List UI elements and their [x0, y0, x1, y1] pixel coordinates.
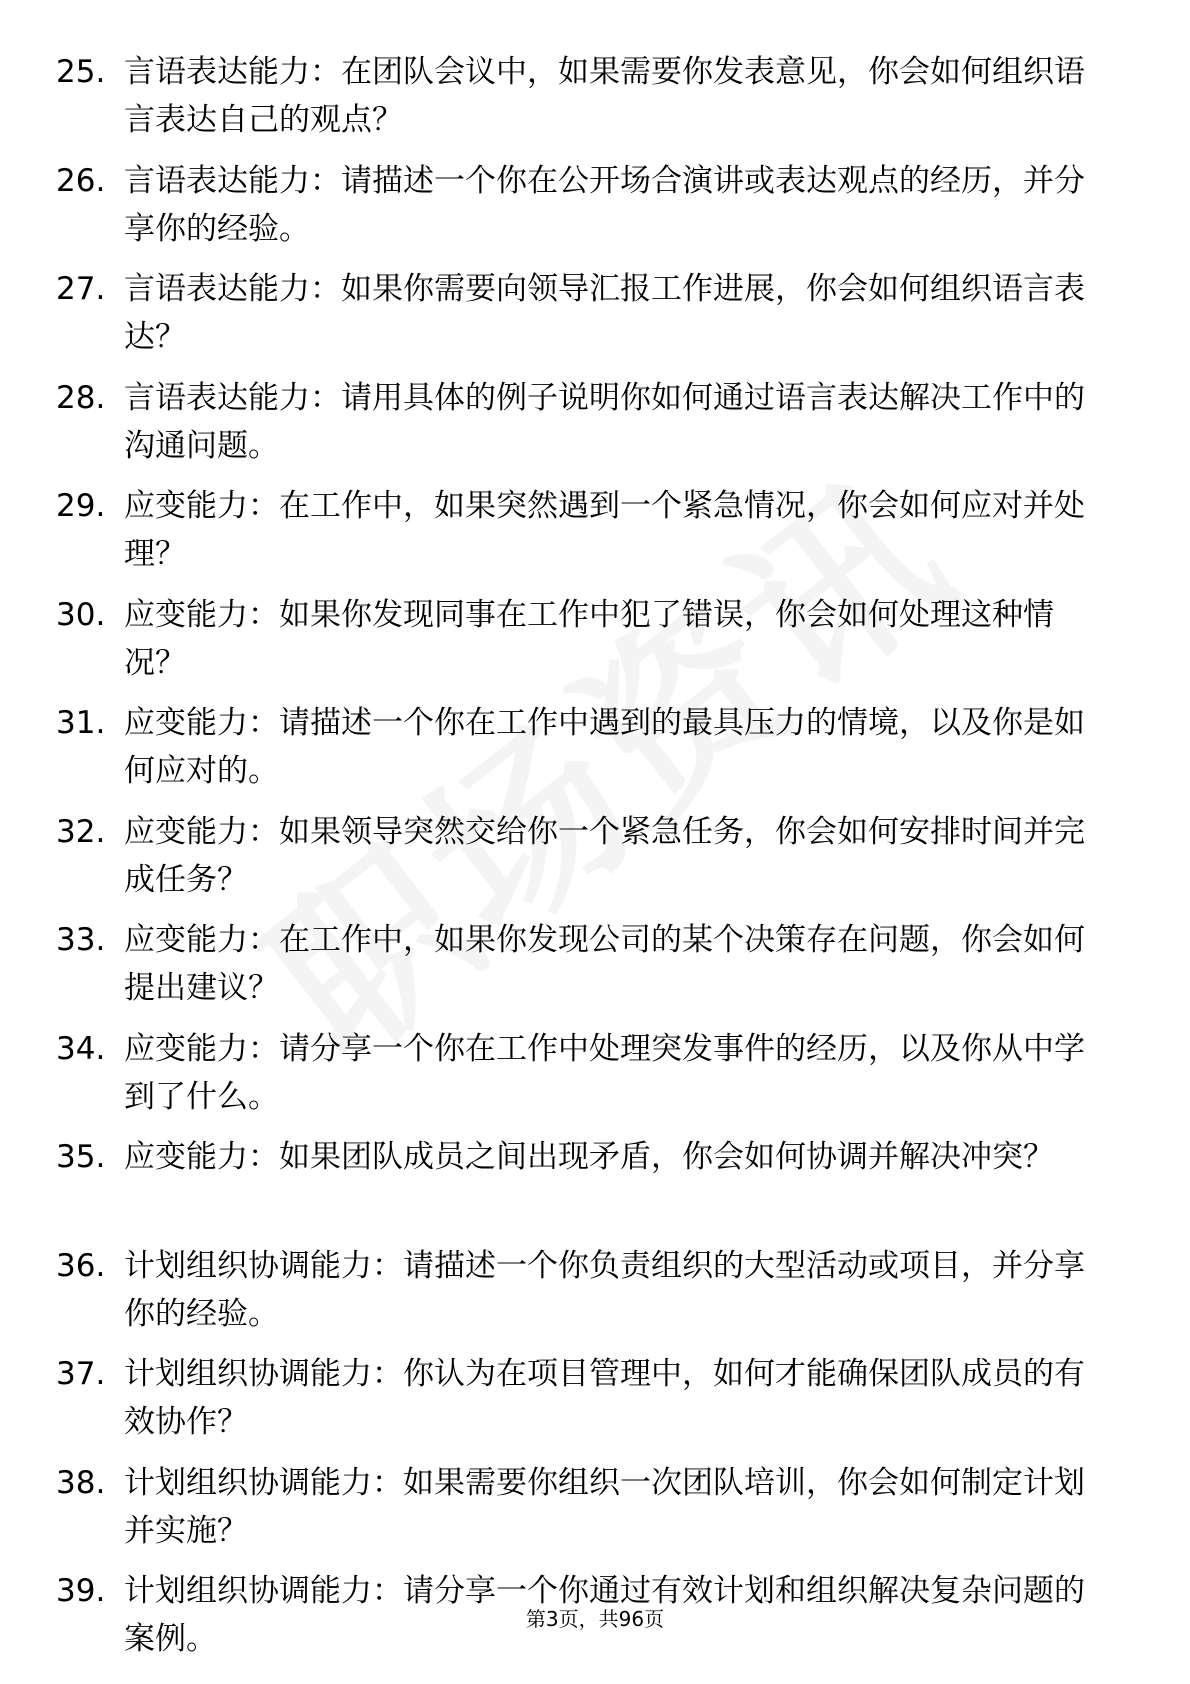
- question-text: 计划组织协调能力：如果需要你组织一次团队培训，你会如何制定计划并实施？: [124, 1464, 1085, 1549]
- question-item: [0, 808, 1190, 917]
- question-number: 25.: [56, 54, 106, 90]
- question-text: 言语表达能力：如果你需要向领导汇报工作进展，你会如何组织语言表达？: [124, 271, 1085, 355]
- question-item: [0, 374, 1190, 483]
- question-text: 应变能力：在工作中，如果突然遇到一个紧急情况，你会如何应对并处理？: [124, 488, 1085, 572]
- question-item: [0, 157, 1190, 266]
- question-number: 34.: [56, 1030, 106, 1067]
- question-text: 应变能力：请描述一个你在工作中遇到的最具压力的情境，以及你是如何应对的。: [124, 705, 1085, 789]
- question-number: 39.: [56, 1573, 106, 1609]
- question-item: [0, 482, 1190, 591]
- question-item: [0, 699, 1190, 808]
- question-number: 37.: [56, 1356, 106, 1392]
- question-text: 言语表达能力：请用具体的例子说明你如何通过语言表达解决工作中的沟通问题。: [124, 379, 1085, 464]
- page-number-footer: 第3页，共96页: [525, 1607, 665, 1631]
- question-text: 应变能力：请分享一个你在工作中处理突发事件的经历，以及你从中学到了什么。: [124, 1030, 1085, 1115]
- question-number: 26.: [56, 162, 106, 199]
- question-text: 应变能力：如果团队成员之间出现矛盾，你会如何协调并解决冲突？: [124, 1139, 1054, 1175]
- question-number: 38.: [56, 1464, 106, 1501]
- question-number: 35.: [56, 1139, 106, 1175]
- question-number: 32.: [56, 813, 106, 850]
- question-text: 应变能力：如果你发现同事在工作中犯了错误，你会如何处理这种情况？: [124, 596, 1054, 681]
- question-item: [0, 916, 1190, 1025]
- question-item: [0, 1242, 1190, 1351]
- question-list: [0, 48, 1190, 1676]
- question-text: 言语表达能力：在团队会议中，如果需要你发表意见，你会如何组织语言表达自己的观点？: [124, 54, 1085, 138]
- question-item: [0, 1350, 1190, 1459]
- question-item: [0, 1459, 1190, 1568]
- question-number: 31.: [56, 705, 106, 741]
- question-item: [0, 1133, 1190, 1242]
- question-text: 应变能力：如果领导突然交给你一个紧急任务，你会如何安排时间并完成任务？: [124, 813, 1085, 898]
- question-number: 36.: [56, 1247, 106, 1284]
- question-item: [0, 48, 1190, 157]
- question-item: [0, 1025, 1190, 1134]
- question-text: 应变能力：在工作中，如果你发现公司的某个决策存在问题，你会如何提出建议？: [124, 922, 1085, 1006]
- question-number: 33.: [56, 922, 106, 958]
- question-number: 30.: [56, 596, 106, 633]
- question-number: 27.: [56, 271, 106, 307]
- question-number: 28.: [56, 379, 106, 416]
- question-item: [0, 265, 1190, 374]
- question-item: [0, 591, 1190, 700]
- question-text: 计划组织协调能力：请分享一个你通过有效计划和组织解决复杂问题的案例。: [124, 1573, 1085, 1657]
- question-number: 29.: [56, 488, 106, 524]
- question-text: 计划组织协调能力：你认为在项目管理中，如何才能确保团队成员的有效协作？: [124, 1356, 1085, 1440]
- question-text: 计划组织协调能力：请描述一个你负责组织的大型活动或项目，并分享你的经验。: [124, 1247, 1085, 1332]
- question-text: 言语表达能力：请描述一个你在公开场合演讲或表达观点的经历，并分享你的经验。: [124, 162, 1085, 247]
